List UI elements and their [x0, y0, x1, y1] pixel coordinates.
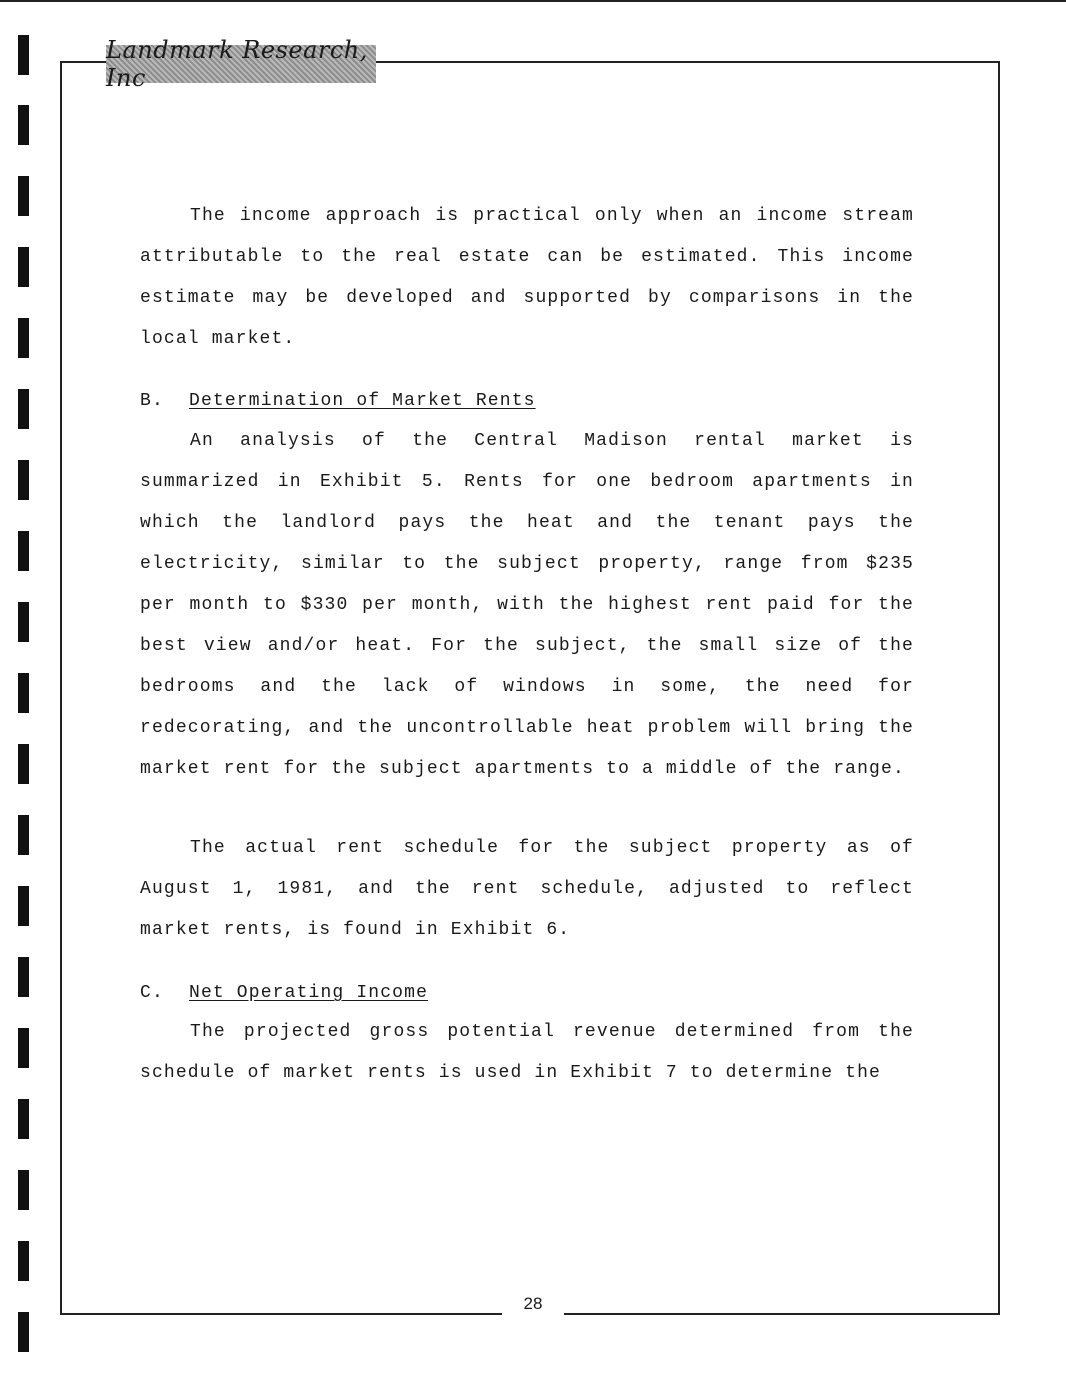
binding-mark — [18, 531, 29, 571]
binding-mark — [18, 1312, 29, 1352]
binding-mark — [18, 1241, 29, 1281]
binding-mark — [18, 673, 29, 713]
section-heading-c — [140, 973, 914, 1014]
footer — [502, 1284, 564, 1324]
binding-mark — [18, 460, 29, 500]
paragraph-rent-schedule: The actual rent schedule for the subject property as of August 1, 1981, and the rent schedule, adjusted to reflect market rents, is found in Exhibit 6. — [140, 838, 914, 940]
binding-mark — [18, 1099, 29, 1139]
section-letter: C. — [140, 983, 164, 1003]
binding-mark — [18, 744, 29, 784]
binding-mark — [18, 105, 29, 145]
paragraph-income-approach: The income approach is practical only when an income stream attributable to the real estate can be estimated. This income estimate may be developed and supported by comparisons in the local market. — [140, 206, 914, 349]
binding-mark — [18, 247, 29, 287]
page-number: 28 — [523, 1294, 543, 1313]
section-title: Determination of Market Rents — [189, 391, 536, 411]
top-edge-line — [0, 0, 1066, 2]
section-heading-b — [140, 381, 914, 422]
binding-mark — [18, 318, 29, 358]
company-logo — [106, 36, 376, 92]
binding-mark — [18, 389, 29, 429]
binding-mark — [18, 35, 29, 75]
binding-mark — [18, 1170, 29, 1210]
section-title: Net Operating Income — [189, 983, 429, 1003]
binding-mark — [18, 886, 29, 926]
section-letter: B. — [140, 391, 164, 411]
binding-mark — [18, 1028, 29, 1068]
logo-text: Landmark Research, Inc — [106, 36, 368, 92]
binding-mark — [18, 602, 29, 642]
paragraph-market-rents: An analysis of the Central Madison rental market is summarized in Exhibit 5. Rents for one bedroom apartments in which the landlord pays the heat and the tenant pays the electricity, similar to the subject property, range from $235 per month to $330 per month, with the highest rent paid for the best view and/or heat. For the subject, the small size of the bedrooms and the lack of windows in some, the need for redecorating, and the uncontrollable heat problem will bring the market rent for the subject apartments to a middle of the range. — [140, 431, 914, 779]
paragraph-net-operating-income: The projected gross potential revenue determined from the schedule of market rents is used in Exhibit 7 to determine the — [140, 1022, 914, 1083]
binding-mark — [18, 957, 29, 997]
binding-mark — [18, 176, 29, 216]
binding-mark — [18, 815, 29, 855]
